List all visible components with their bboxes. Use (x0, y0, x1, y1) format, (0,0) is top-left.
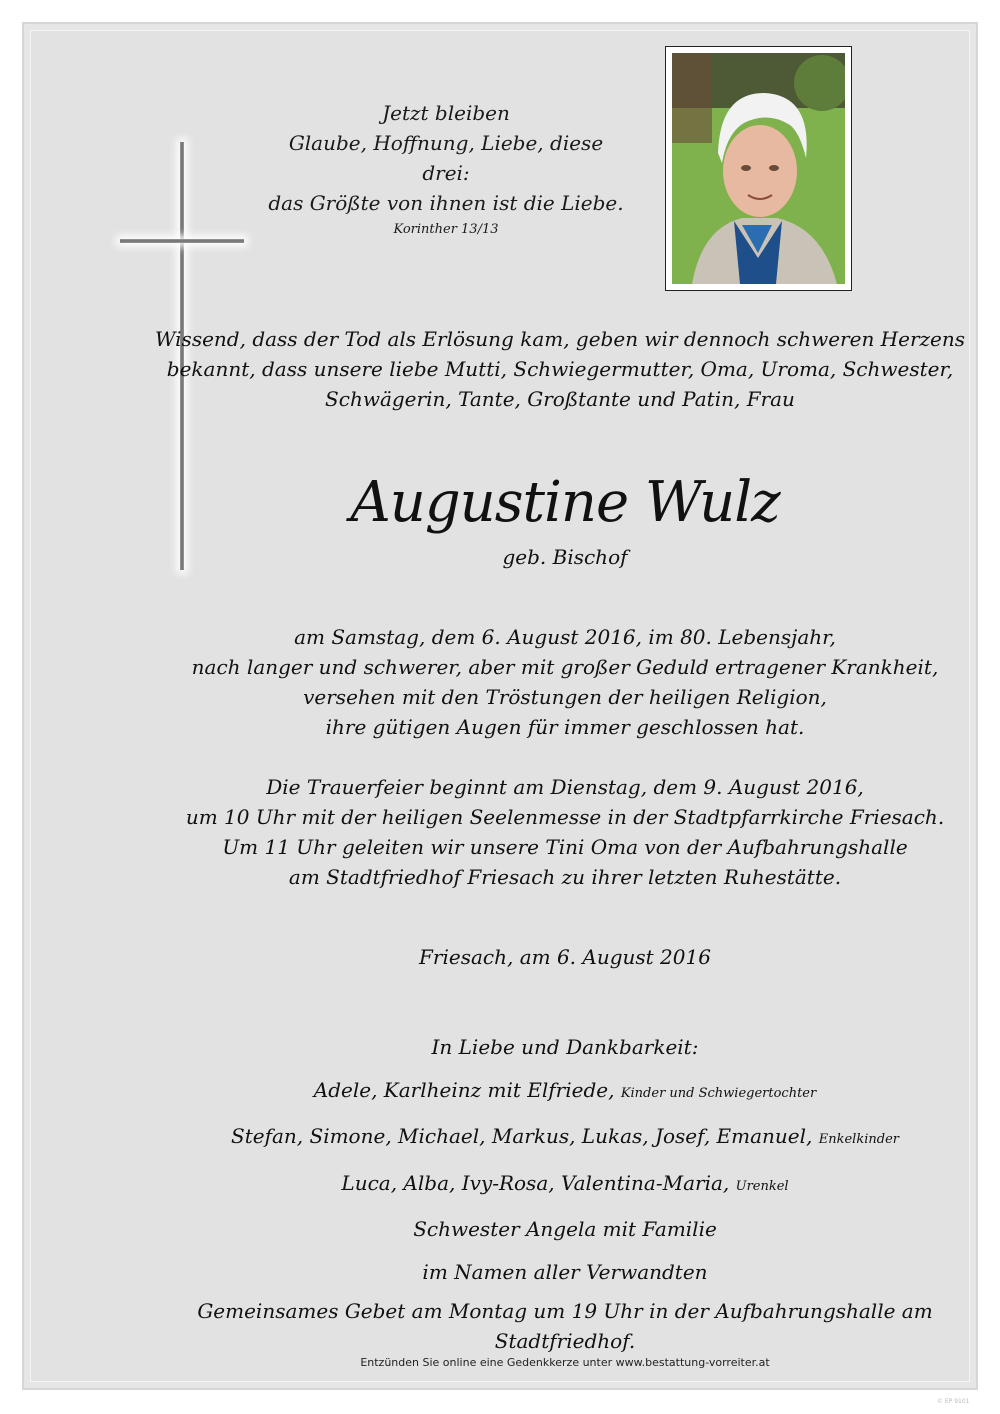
footer-link-text: Entzünden Sie online eine Gedenkkerze unter www.bestattung-vorreiter.at (360, 1356, 770, 1369)
death-line: nach langer und schwerer, aber mit großer Geduld ertragener Krankheit, (191, 655, 939, 679)
funeral-line: am Stadtfriedhof Friesach zu ihrer letzten Ruhestätte. (288, 865, 842, 889)
place-date: Friesach, am 6. August 2016 (419, 945, 711, 969)
death-line: am Samstag, dem 6. August 2016, im 80. Lebensjahr, (294, 625, 836, 649)
portrait-image (672, 53, 845, 284)
mourner-names: Schwester Angela mit Familie (413, 1217, 717, 1241)
intro-line: Wissend, dass der Tod als Erlösung kam, geben wir dennoch schweren Herzens (154, 327, 966, 351)
cross-icon-bar (120, 239, 244, 243)
funeral-info (130, 772, 1000, 892)
mourner-relation: Enkelkinder (818, 1132, 899, 1147)
funeral-line: Um 11 Uhr geleiten wir unsere Tini Oma von der Aufbahrungshalle (222, 835, 908, 859)
portrait-picture (672, 53, 845, 284)
corner-mark: © EP 9101 (937, 1398, 970, 1405)
mourner-names: Stefan, Simone, Michael, Markus, Lukas, Josef, Emanuel, (231, 1124, 813, 1148)
deceased-name: Augustine Wulz (350, 470, 780, 535)
verse-source: Korinther 13/13 (393, 222, 499, 237)
intro-line: Schwägerin, Tante, Großtante und Patin, Frau (325, 387, 795, 411)
mourner-relation: Urenkel (735, 1178, 789, 1194)
verse-line: Glaube, Hoffnung, Liebe, diese drei: (288, 131, 604, 185)
death-notice (130, 622, 1000, 742)
maiden-name: geb. Bischof (502, 545, 628, 569)
mourners-heading: In Liebe und Dankbarkeit: (431, 1035, 699, 1059)
death-line: versehen mit den Tröstungen der heiligen Religion, (303, 685, 827, 709)
verse-line: das Größte von ihnen ist die Liebe. (268, 191, 624, 215)
bible-verse (266, 98, 626, 242)
mourner-row (130, 1251, 1000, 1294)
mourner-row (130, 1115, 1000, 1162)
death-line: ihre gütigen Augen für immer geschlossen hat. (325, 715, 805, 739)
mourner-relation: Kinder und Schwiegertochter (620, 1085, 817, 1101)
mourner-row (130, 1208, 1000, 1251)
mourner-row (130, 1162, 1000, 1209)
mourner-names: im Namen aller Verwandten (422, 1259, 708, 1284)
mourner-names: Adele, Karlheinz mit Elfriede, (313, 1077, 615, 1102)
prayer-notice: Gemeinsames Gebet am Montag um 19 Uhr in der Aufbahrungshalle am Stadtfriedhof. (197, 1299, 933, 1353)
funeral-line: um 10 Uhr mit der heiligen Seelenmesse in der Stadtpfarrkirche Friesach. (185, 805, 945, 829)
mourner-names: Luca, Alba, Ivy-Rosa, Valentina-Maria, (341, 1170, 730, 1195)
funeral-line: Die Trauerfeier beginnt am Dienstag, dem 9. August 2016, (266, 775, 864, 799)
intro-line: bekannt, dass unsere liebe Mutti, Schwiegermutter, Oma, Uroma, Schwester, (166, 357, 954, 381)
verse-line: Jetzt bleiben (382, 101, 510, 125)
mourner-row (130, 1069, 1000, 1116)
portrait-photo (665, 46, 852, 291)
announcement-intro (120, 324, 1000, 414)
mourners-list (130, 1026, 1000, 1293)
